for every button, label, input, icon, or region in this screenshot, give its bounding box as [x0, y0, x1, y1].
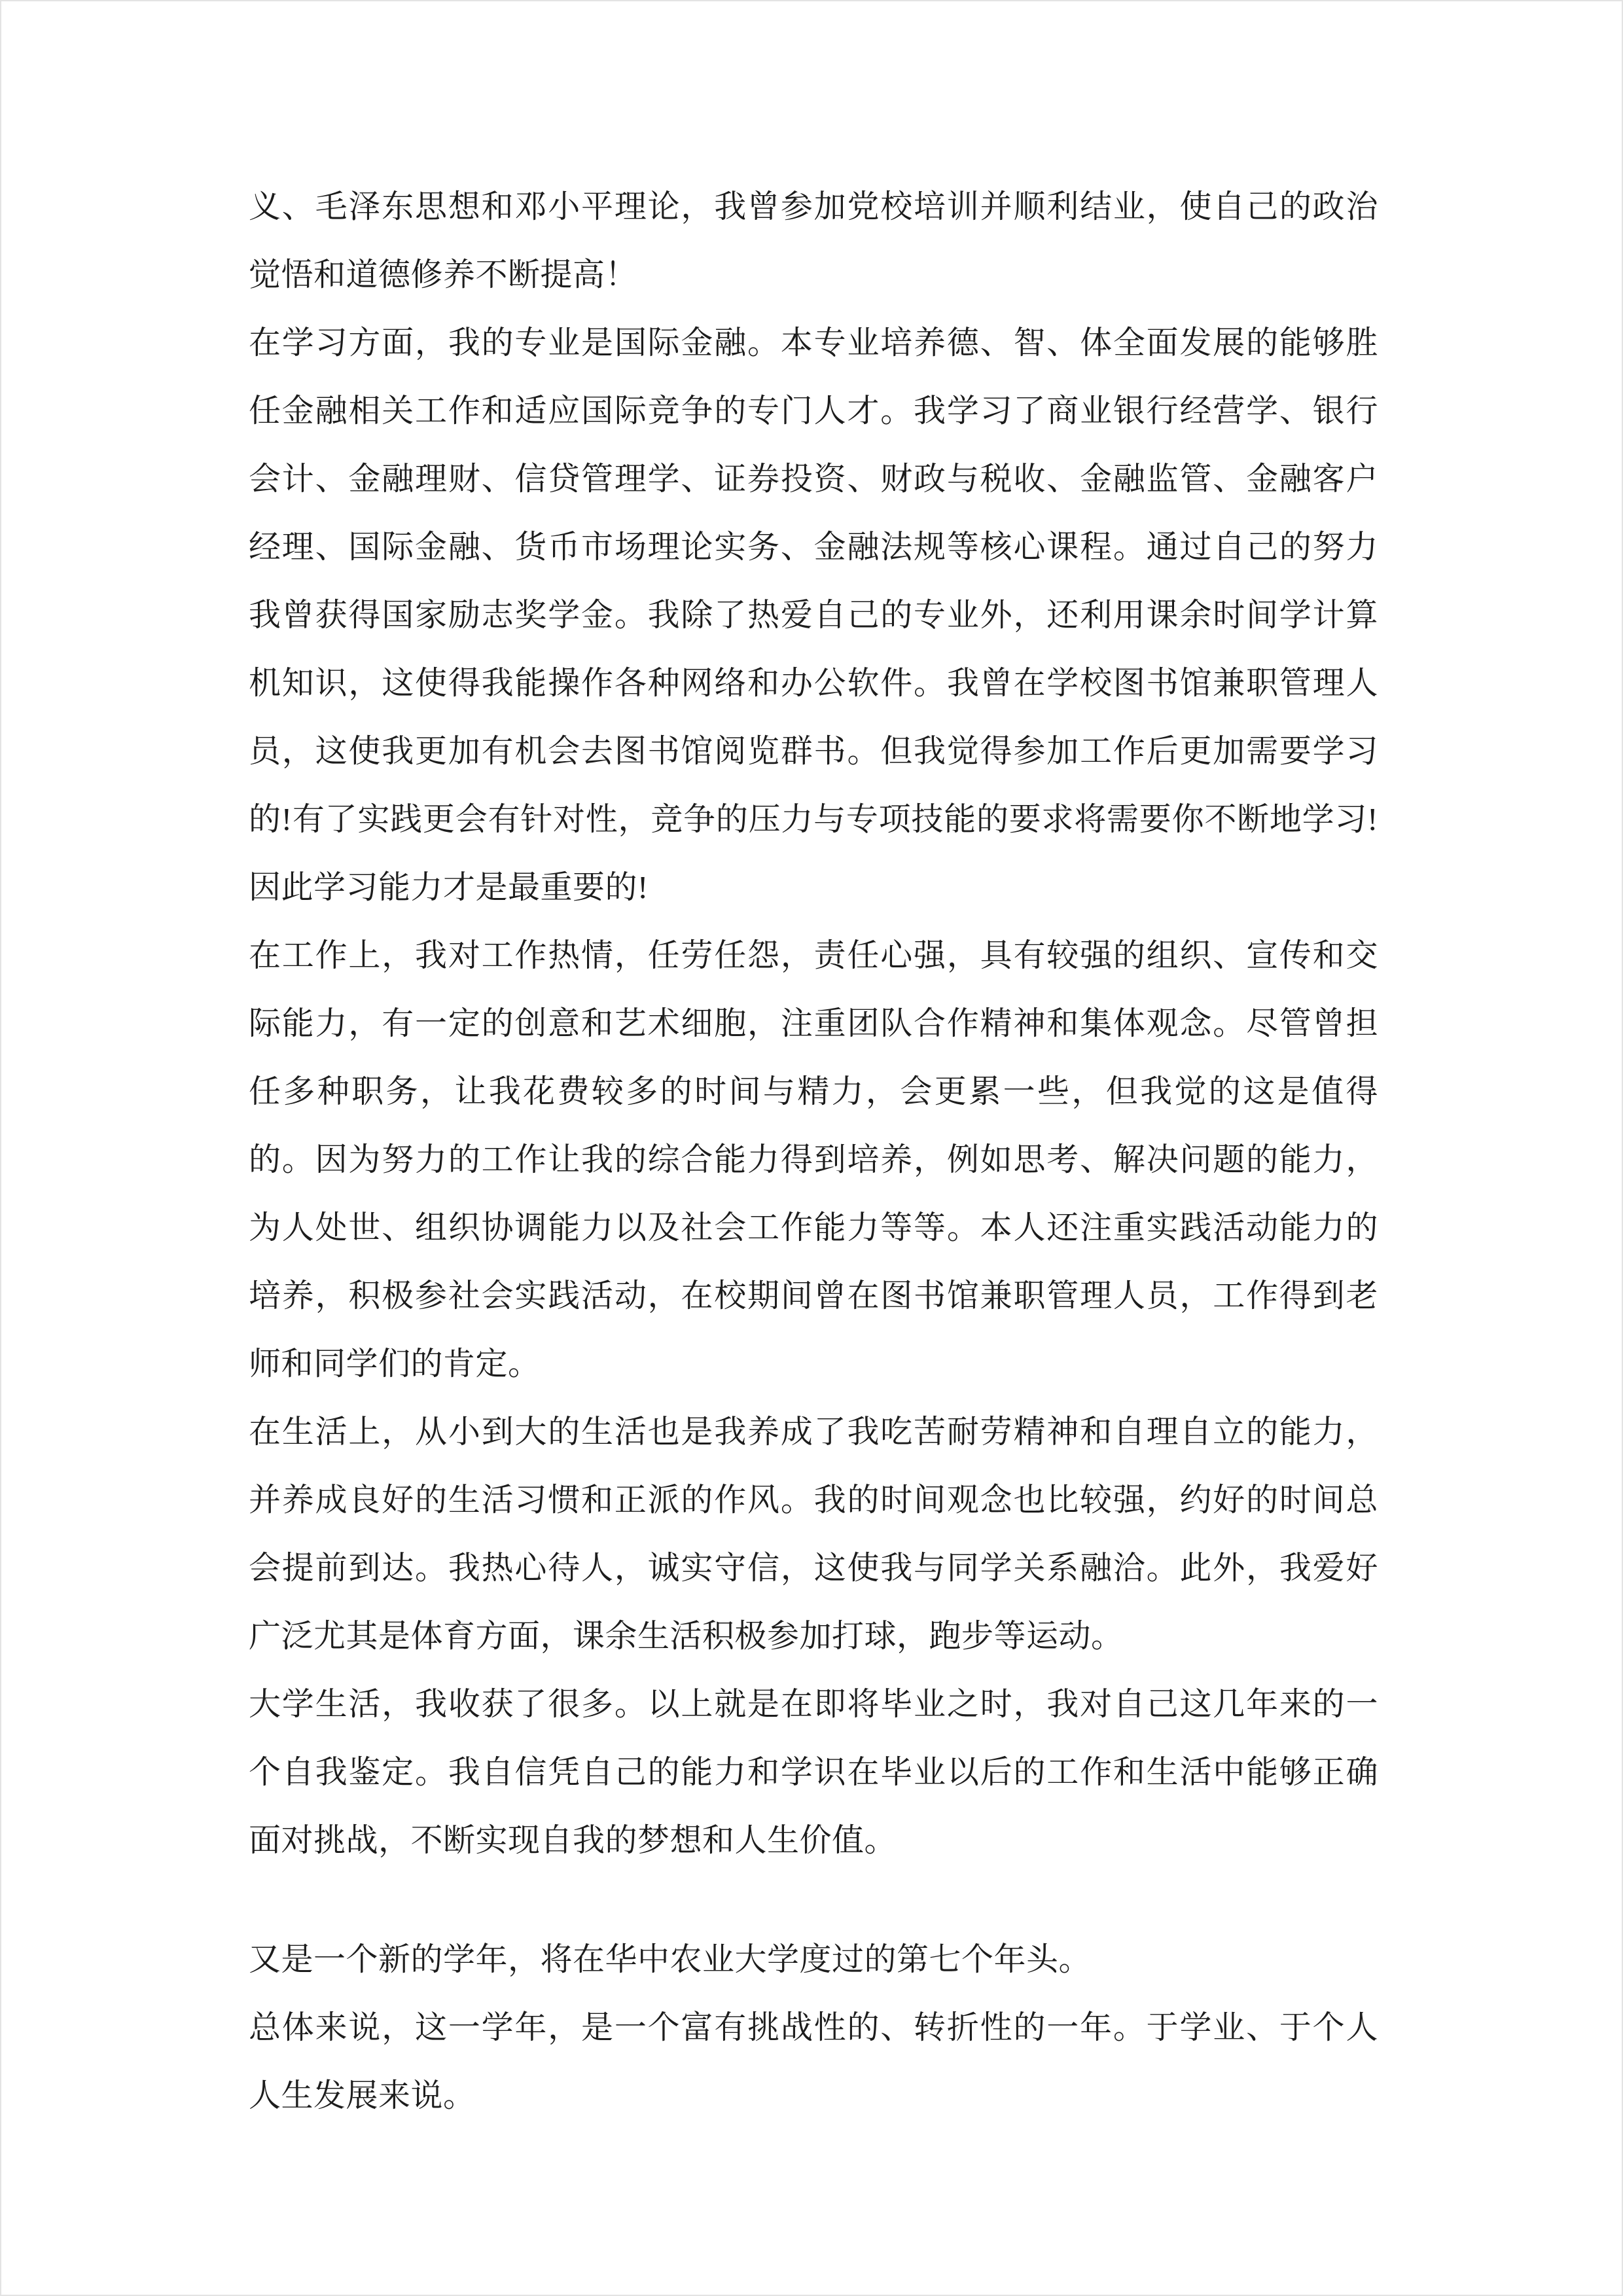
paragraph-summary: 大学生活，我收获了很多。以上就是在即将毕业之时，我对自己这几年来的一个自我鉴定。我自信凭自己的能力和学识在毕业以后的工作和生活中能够正确面对挑战，不断实现自我的梦想和人生价值。 — [249, 1686, 1378, 1858]
paragraph-study: 在学习方面，我的专业是国际金融。本专业培养德、智、体全面发展的能够胜任金融相关工作和适应国际竞争的专门人才。我学习了商业银行经营学、银行会计、金融理财、信贷管理学、证券投资、财政与税收、金融监管、金融客户经理、国际金融、货币市场理论实务、金融法规等核心课程。通过自己的努力我曾获得国家励志奖学金。我除了热爱自己的专业外，还利用课余时间学计算机知识，这使得我能操作各种网络和办公软件。我曾在学校图书馆兼职管理人员，这使我更加有机会去图书馆阅览群书。但我觉得参加工作后更加需要学习的!有了实践更会有针对性，竞争的压力与专项技能的要求将需要你不断地学习!因此学习能力才是最重要的! — [249, 325, 1378, 905]
blank-line-separator — [249, 1874, 1378, 1926]
paragraph-overall: 总体来说，这一学年，是一个富有挑战性的、转折性的一年。于学业、于个人人生发展来说。 — [249, 2009, 1378, 2113]
document-body — [249, 173, 1378, 2130]
paragraph-life: 在生活上，从小到大的生活也是我养成了我吃苦耐劳精神和自理自立的能力，并养成良好的生活习惯和正派的作风。我的时间观念也比较强，约好的时间总会提前到达。我热心待人，诚实守信，这使我与同学关系融洽。此外，我爱好广泛尤其是体育方面，课余生活积极参加打球，跑步等运动。 — [249, 1414, 1378, 1654]
paragraph-political: 义、毛泽东思想和邓小平理论，我曾参加党校培训并顺利结业，使自己的政治觉悟和道德修养不断提高！ — [249, 188, 1378, 293]
paragraph-work: 在工作上，我对工作热情，任劳任怨，责任心强，具有较强的组织、宣传和交际能力，有一定的创意和艺术细胞，注重团队合作精神和集体观念。尽管曾担任多种职务，让我花费较多的时间与精力，会更累一些，但我觉的这是值得的。因为努力的工作让我的综合能力得到培养，例如思考、解决问题的能力，为人处世、组织协调能力以及社会工作能力等等。本人还注重实践活动能力的培养，积极参社会实践活动，在校期间曾在图书馆兼职管理人员，工作得到老师和同学们的肯定。 — [249, 937, 1378, 1382]
paragraph-new-year: 又是一个新的学年，将在华中农业大学度过的第七个年头。 — [249, 1941, 1092, 1977]
